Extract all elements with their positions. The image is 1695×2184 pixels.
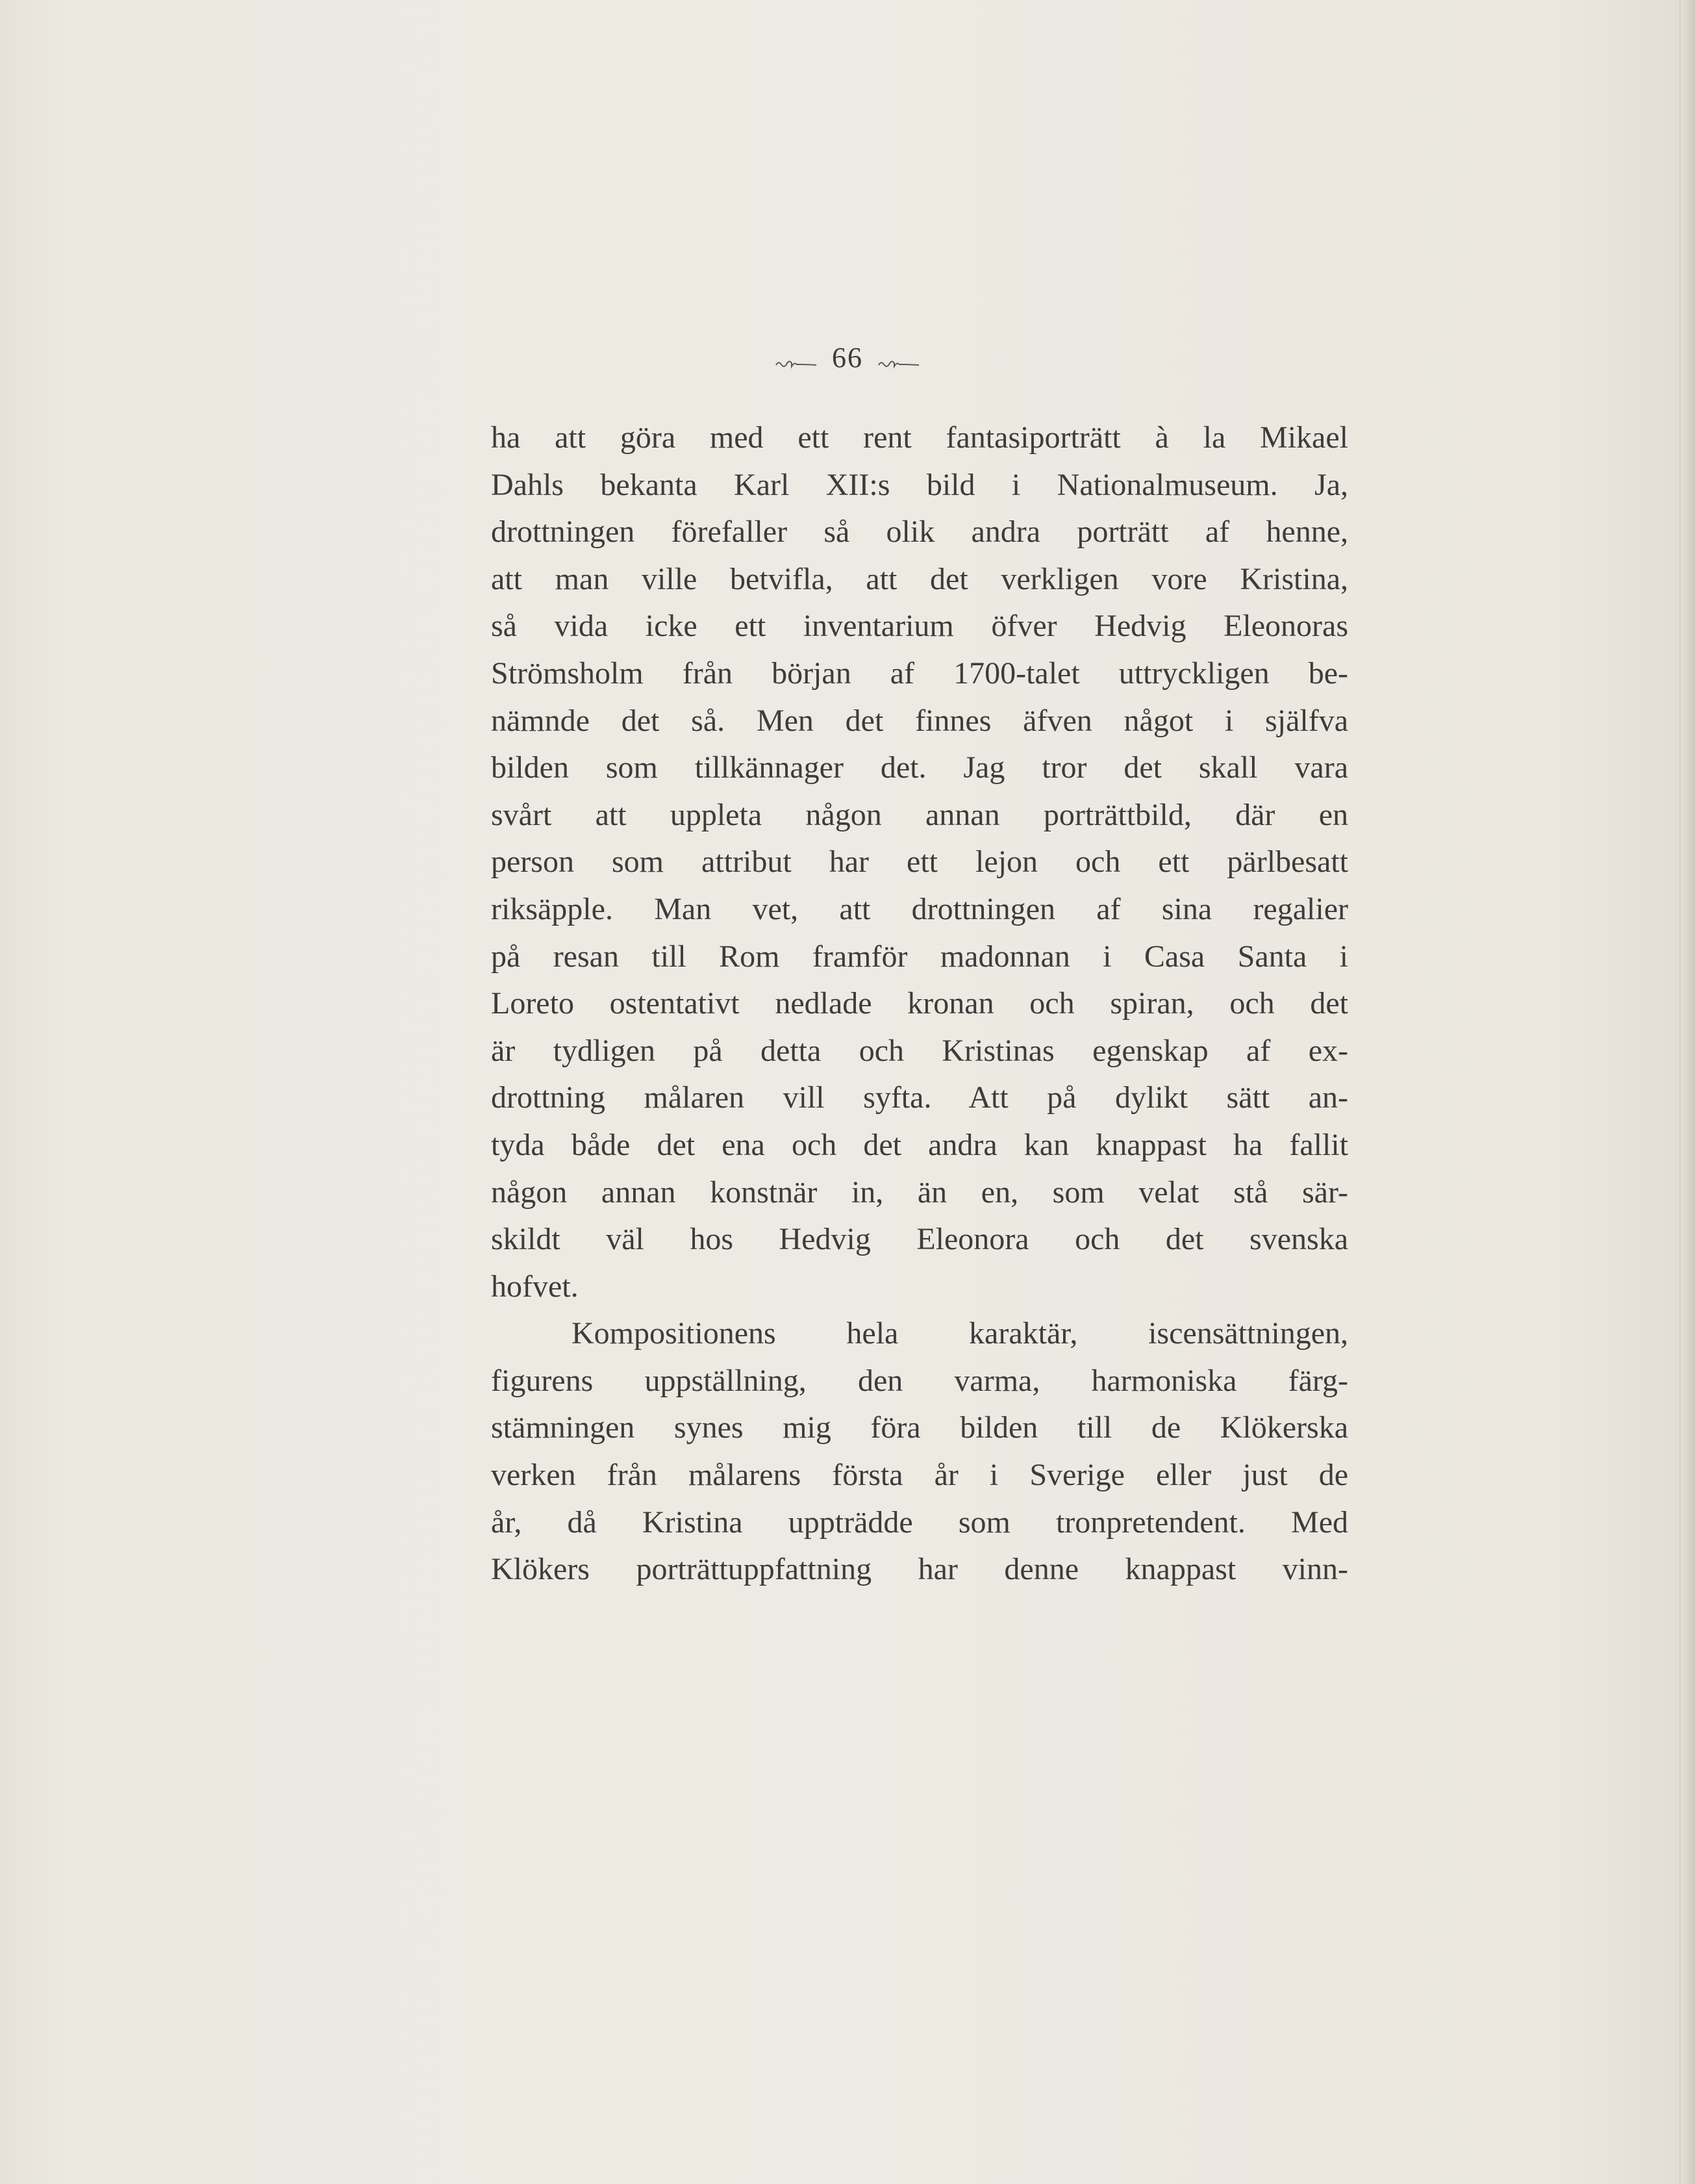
- body-text: [491, 414, 1348, 1594]
- text-line: hofvet.: [491, 1269, 579, 1304]
- ornament-squiggle-icon: [775, 344, 818, 377]
- ornament-squiggle-icon: [877, 344, 920, 377]
- text-line: drottningen förefaller så olik andra porträtt af henne,: [491, 514, 1348, 550]
- text-line: på resan till Rom framför madonnan i Casa Santa i: [491, 939, 1348, 974]
- text-line: svårt att uppleta någon annan porträttbild, där en: [491, 797, 1348, 832]
- text-line: Klökers porträttuppfattning har denne knappast vinn-: [491, 1552, 1348, 1587]
- text-line: Kompositionens hela karaktär, iscensättningen,: [571, 1316, 1348, 1351]
- text-line: person som attribut har ett lejon och ett pärlbesatt: [491, 844, 1348, 880]
- text-line: bilden som tillkännager det. Jag tror det skall vara: [491, 750, 1348, 785]
- page-edge: [1679, 0, 1695, 2184]
- text-line: tyda både det ena och det andra kan knappast ha fallit: [491, 1127, 1348, 1162]
- text-line: så vida icke ett inventarium öfver Hedvig Eleonoras: [491, 609, 1348, 644]
- text-line: stämningen synes mig föra bilden till de Klökerska: [491, 1410, 1348, 1445]
- paragraph: [491, 1310, 1348, 1594]
- page-number: 66: [832, 342, 863, 374]
- text-line: Strömsholm från början af 1700-talet uttryckligen be-: [491, 655, 1348, 691]
- text-line: Dahls bekanta Karl XII:s bild i Nationalmuseum. Ja,: [491, 467, 1348, 502]
- page-header: [0, 341, 1695, 377]
- text-line: år, då Kristina uppträdde som tronpretendent. Med: [491, 1505, 1348, 1540]
- text-line: är tydligen på detta och Kristinas egenskap af ex-: [491, 1033, 1348, 1068]
- text-line: drottning målaren vill syfta. Att på dylikt sätt an-: [491, 1080, 1348, 1115]
- text-line: någon annan konstnär in, än en, som velat stå sär-: [491, 1175, 1348, 1210]
- paragraph: [491, 414, 1348, 1310]
- text-line: att man ville betvifla, att det verkligen vore Kristina,: [491, 561, 1348, 596]
- text-line: skildt väl hos Hedvig Eleonora och det svenska: [491, 1222, 1348, 1257]
- text-line: verken från målarens första år i Sverige eller just de: [491, 1458, 1348, 1493]
- text-line: Loreto ostentativt nedlade kronan och spiran, och det: [491, 986, 1348, 1021]
- text-line: ha att göra med ett rent fantasiporträtt à la Mikael: [491, 420, 1348, 455]
- text-line: figurens uppställning, den varma, harmoniska färg-: [491, 1363, 1348, 1398]
- text-line: riksäpple. Man vet, att drottningen af sina regalier: [491, 891, 1348, 926]
- text-line: nämnde det så. Men det finnes äfven något i själfva: [491, 703, 1348, 738]
